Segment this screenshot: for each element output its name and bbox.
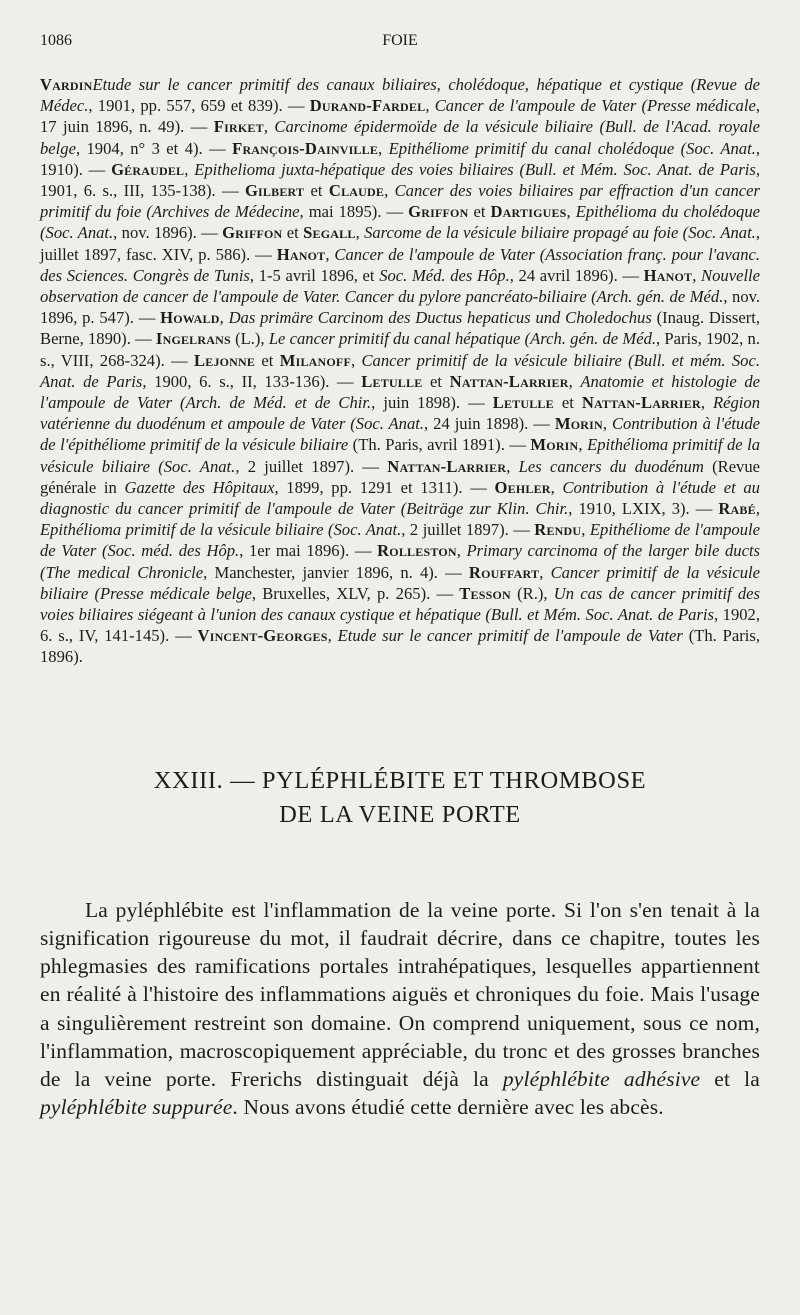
text-run: , 2 juillet 1897). — [235, 456, 388, 476]
text-run: , 24 juin 1898). — [424, 414, 555, 434]
text-run: , [581, 520, 590, 540]
author-name: Morin [530, 435, 579, 455]
text-run: , [568, 371, 581, 391]
italic-title: Contribution à l'étude et au diagnostic du cancer primitif de l'ampoule de Vater (Beiträge zur Klin. Chir. [40, 477, 760, 519]
text-run: (R.), [510, 583, 554, 603]
author-name: Dartigues [490, 202, 567, 222]
author-name: Rolleston [377, 541, 457, 561]
text-run: , [578, 435, 588, 455]
text-run: , [263, 117, 275, 137]
italic-title: Contribution à l'étude de l'épithéliome primitif de la vésicule biliaire [40, 414, 761, 455]
text-run: (Inaug. Dissert, Berne, 1890). — [40, 308, 760, 349]
italic-title: Epithélioma primitif de la vésicule biliaire (Soc. Anat. [40, 435, 760, 476]
italic-title: Cancer primitif de la vésicule biliaire (Presse médicale belge [40, 562, 760, 603]
italic-title: Soc. Méd. des Hôp. [379, 265, 510, 285]
text-run: . Nous avons étudié cette dernière avec les abcès. [232, 1095, 664, 1120]
author-name: Claude [328, 181, 385, 201]
bibliography [40, 74, 760, 668]
text-run: , 24 avril 1896). — [509, 265, 644, 285]
italic-title: Das primäre Carcinom des Ductus hepaticus und Choledochus [228, 308, 652, 328]
italic-title: Cancer de l'ampoule de Vater (Presse médicale [434, 96, 756, 116]
italic-title: Les cancers du duodénum [518, 456, 704, 476]
text-run: , [456, 541, 467, 561]
text-run: , 1899, pp. 1291 et 1311). — [274, 477, 495, 497]
italic-title: Cancer primitif de la vésicule biliaire (Bull. et mém. Soc. Anat. de Paris [40, 350, 760, 391]
author-name: Durand-Fardel [309, 96, 426, 116]
author-name: Segall [303, 223, 356, 243]
text-run: , 1904, n° 3 et 4). — [75, 138, 233, 158]
author-name: Vardin [40, 75, 93, 94]
author-name: Howald [160, 308, 220, 328]
text-run: et la [700, 1066, 760, 1091]
italic-title: Un cas de cancer primitif des voies biliaires siégeant à l'union des canaux cystique et hépatique (Bull. et Mém. Soc. Anat. de Paris [40, 583, 760, 625]
author-name: Griffon [222, 223, 283, 243]
page-header [40, 32, 760, 60]
italic-title: Cancer des voies biliaires par effraction d'un cancer primitif du foie (Archives de Médecine [40, 181, 760, 222]
author-name: Firket [213, 117, 264, 137]
italic-title: Etude sur le cancer primitif de l'ampoule de Vater [337, 626, 683, 646]
text-run: et [468, 202, 491, 222]
author-name: Hanot [643, 265, 693, 285]
italic-title: Primary carcinoma of the larger bile ducts (The medical Chronicle [40, 541, 761, 582]
text-run: , 1901, 6. s., III, 135-138). — [40, 159, 760, 201]
text-run: , [184, 159, 195, 179]
text-run: , nov. 1896, p. 547). — [40, 287, 761, 328]
author-name: Nattan-Larrier [387, 456, 507, 476]
text-run: , [506, 456, 519, 476]
text-run: et [553, 393, 582, 413]
text-run: , 1910, LXIX, 3). — [568, 499, 719, 519]
text-run: (Revue générale in [40, 456, 761, 497]
text-run: , [384, 181, 395, 201]
italic-title: Nouvelle observation de cancer de l'ampoule de Vater. Cancer du pylore pancréato-biliaire (Arch. gén. de Méd. [40, 265, 761, 307]
text-run: , [425, 96, 435, 116]
italic-title: Epithélioma du cholédoque (Soc. Anat. [40, 202, 760, 243]
text-run: , [566, 202, 576, 222]
italic-title: Gazette des Hôpitaux [124, 477, 275, 497]
italic-title: pyléphlébite adhésive [502, 1066, 701, 1091]
text-run: , nov. 1896). — [113, 223, 223, 243]
author-name: Nattan-Larrier [581, 393, 701, 413]
italic-title: Cancer de l'ampoule de Vater (Association franç. pour l'avanc. des Sciences. Congrès de Tunis [40, 244, 761, 285]
text-run: , mai 1895). — [299, 202, 409, 222]
author-name: Milanoff [279, 350, 351, 370]
italic-title: Epithéliome de l'ampoule de Vater (Soc. méd. des Hôp. [40, 520, 761, 561]
author-name: Géraudel [111, 159, 185, 179]
italic-title: Le cancer primitif du canal hépatique (Arch. gén. de Méd. [268, 329, 657, 349]
text-run: , 1-5 avril 1896, et [249, 265, 380, 285]
text-run: , [325, 244, 335, 264]
author-name: Rouffart [468, 562, 540, 582]
text-run: et [282, 223, 304, 243]
text-run: (Th. Paris, 1896). [40, 626, 760, 667]
page-number: 1086 [40, 32, 72, 49]
text-run: , [602, 414, 612, 434]
author-name: François-Dainville [232, 138, 379, 158]
text-run: , 1er mai 1896). — [239, 541, 378, 561]
text-run: , juillet 1897, fasc. XIV, p. 586). — [40, 223, 760, 264]
author-name: Letulle [492, 393, 554, 413]
text-run: , Bruxelles, XLV, p. 265). — [251, 583, 460, 603]
text-run: , Paris, 1902, n. s., VIII, 268-324). — [40, 329, 760, 370]
text-run: La pyléphlébite est l'inflammation de la veine porte. Si l'on s'en tenait à la signification rigoureuse du mot, il faudrait décrire, dans ce chapitre, toutes les phlegmasies des ramifications portales intrahépatiques, lesquelles appartiennent en réalité à l'histoire des inflammations aiguës et chroniques du foie. Mais l'usage a singulièrement restreint son domaine. On comprend uniquement, sous ce nom, l'inflammation, macroscopiquement appréciable, du tronc et des grosses branches de la veine porte. Frerichs distinguait déjà la [40, 897, 760, 1091]
text-run: , [692, 265, 702, 285]
italic-title: Sarcome de la vésicule biliaire propagé au foie (Soc. Anat. [364, 223, 756, 243]
author-name: Ingelrans [155, 329, 231, 349]
running-title: FOIE [382, 32, 418, 49]
italic-title: Anatomie et histologie de l'ampoule de Vater (Arch. de Méd. et de Chir. [40, 371, 760, 413]
text-run: , [539, 562, 551, 582]
italic-title: Epithelioma juxta-hépatique des voies biliaires (Bull. et Mém. Soc. Anat. de Paris [194, 159, 756, 179]
italic-title: Carcinome épidermoïde de la vésicule biliaire (Bull. de l'Acad. royale belge [40, 117, 761, 158]
italic-title: Région vatérienne du duodénum et ampoule de Vater (Soc. Anat. [40, 393, 761, 434]
author-name: Gilbert [244, 181, 305, 201]
text-run: (L.), [230, 329, 269, 349]
text-run: , 1901, pp. 557, 659 et 839). — [88, 96, 310, 116]
author-name: Letulle [361, 371, 423, 391]
text-run: , 17 juin 1896, n. 49). — [40, 96, 760, 137]
text-run: , [350, 350, 362, 370]
text-run: , 2 juillet 1897). — [401, 520, 535, 540]
text-run: , [378, 138, 389, 158]
text-run: , [355, 223, 365, 243]
text-run: , 1910). — [40, 138, 761, 179]
author-name: Tesson [459, 583, 511, 603]
text-run: et [422, 371, 450, 391]
author-name: Morin [554, 414, 603, 434]
text-run: , [700, 393, 713, 413]
text-run: et [255, 350, 280, 370]
italic-title: pyléphlébite suppurée [40, 1095, 233, 1120]
text-run: , [550, 477, 563, 497]
italic-title: Epithéliome primitif du canal cholédoque (Soc. Anat. [388, 138, 756, 158]
italic-title: Etude sur le cancer primitif des canaux biliaires, cholédoque, hépatique et cystique (Revue de Médec. [40, 75, 760, 116]
author-name: Lejonne [193, 350, 256, 370]
author-name: Nattan-Larrier [449, 371, 569, 391]
text-run: , 1902, 6. s., IV, 141-145). — [40, 605, 761, 646]
text-run: , [327, 626, 338, 646]
text-run: , [755, 499, 760, 519]
text-run: (Th. Paris, avril 1891). — [348, 435, 531, 455]
text-run: , 1900, 6. s., II, 133-136). — [142, 371, 362, 391]
author-name: Vincent-Georges [197, 626, 328, 646]
text-run: , juin 1898). — [371, 393, 493, 413]
text-run: et [304, 181, 329, 201]
section-title-line-1: XXIII. — PYLÉPHLÉBITE ET THROMBOSE [153, 766, 647, 794]
author-name: Griffon [408, 202, 469, 222]
section-title-line-2: DE LA VEINE PORTE [279, 800, 521, 828]
body-paragraph [40, 896, 760, 1122]
italic-title: Epithélioma primitif de la vésicule biliaire (Soc. Anat. [40, 520, 402, 540]
author-name: Hanot [276, 244, 326, 264]
author-name: Rendu [534, 520, 582, 540]
section-title [40, 764, 760, 832]
author-name: Rabé [718, 499, 756, 519]
author-name: Oehler [494, 477, 551, 497]
text-run: , [219, 308, 229, 328]
text-run: , Manchester, janvier 1896, n. 4). — [203, 562, 469, 582]
